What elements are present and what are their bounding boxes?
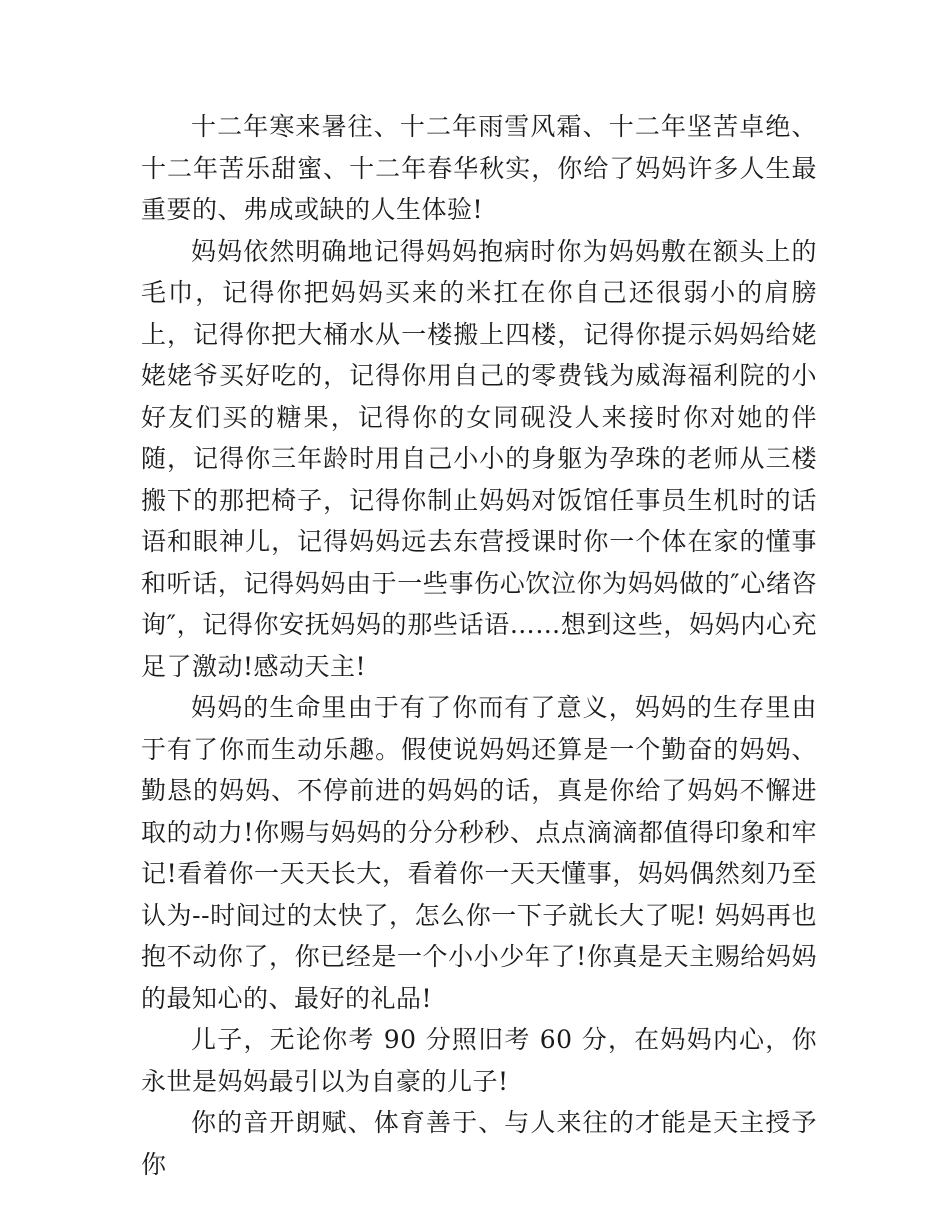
paragraph-3: 妈妈的生命里由于有了你而有了意义，妈妈的生存里由于有了你而生动乐趣。假使说妈妈还算是一个勤奋的妈妈、勤恳的妈妈、不停前进的妈妈的话，真是你给了妈妈不懈进取的动力!你赐与妈妈的分分秒秒、点点滴滴都值得印象和牢记!看着你一天天长大，看着你一天天懂事，妈妈偶然刻乃至认为--时间过的太快了，怎么你一下子就长大了呢! 妈妈再也抱不动你了，你已经是一个小小少年了!你真是天主赐给妈妈的最知心的、最好的礼品!: [141, 693, 817, 1013]
document-body: [141, 106, 817, 1185]
paragraph-5: 你的音开朗赋、体育善于、与人来往的才能是天主授予你: [141, 1108, 817, 1179]
paragraph-4: 儿子，无论你考 90 分照旧考 60 分，在妈妈内心，你永世是妈妈最引以为自豪的儿子!: [141, 1025, 817, 1096]
paragraph-1: 十二年寒来暑往、十二年雨雪风霜、十二年坚苦卓绝、十二年苦乐甜蜜、十二年春华秋实，你给了妈妈许多人生最重要的、弗成或缺的人生体验!: [141, 112, 817, 224]
paragraph-2: 妈妈依然明确地记得妈妈抱病时你为妈妈敷在额头上的毛巾，记得你把妈妈买来的米扛在你自己还很弱小的肩膀上，记得你把大桶水从一楼搬上四楼，记得你提示妈妈给姥姥姥爷买好吃的，记得你用自己的零费钱为威海福利院的小好友们买的糖果，记得你的女同砚没人来接时你对她的伴随，记得你三年龄时用自己小小的身躯为孕珠的老师从三楼搬下的那把椅子，记得你制止妈妈对饭馆任事员生机时的话语和眼神儿，记得妈妈远去东营授课时你一个体在家的懂事和听话，记得妈妈由于一些事伤心饮泣你为妈妈做的″心绪咨询″，记得你安抚妈妈的那些话语……想到这些，妈妈内心充足了激动!感动天主!: [141, 236, 817, 681]
